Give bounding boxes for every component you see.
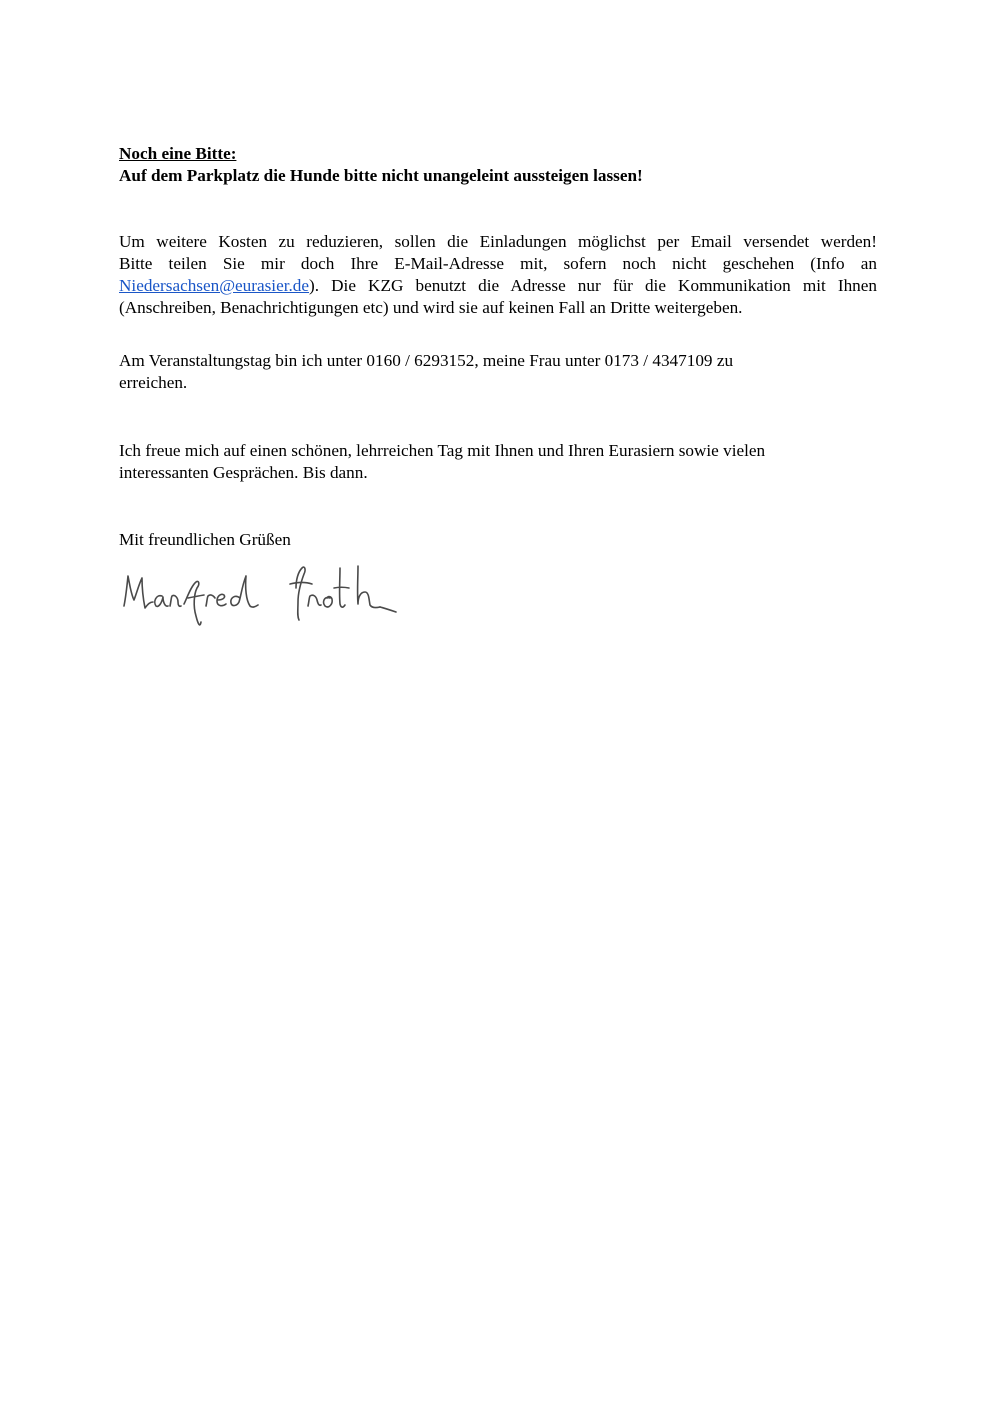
request-subtitle: Auf dem Parkplatz die Hunde bitte nicht unangeleint aussteigen lassen! xyxy=(119,166,643,185)
phone-paragraph xyxy=(119,350,877,394)
closing-paragraph-line-1: Ich freue mich auf einen schönen, lehrreichen Tag mit Ihnen und Ihren Eurasiern sowie vielen xyxy=(119,441,766,460)
request-title: Noch eine Bitte: xyxy=(119,144,237,163)
email-paragraph-line-3-text: ). Die KZG benutzt die Adresse nur für die Kommunikation mit Ihnen xyxy=(309,276,877,295)
closing-paragraph-line-2: interessanten Gesprächen. Bis dann. xyxy=(119,463,368,482)
email-link[interactable]: Niedersachsen@eurasier.de xyxy=(119,276,310,295)
greeting: Mit freundlichen Grüßen xyxy=(119,530,291,549)
handwritten-signature xyxy=(118,558,408,632)
email-paragraph-line-4: (Anschreiben, Benachrichtigungen etc) und wird sie auf keinen Fall an Dritte weitergeben. xyxy=(119,298,743,317)
request-heading xyxy=(119,143,877,187)
email-paragraph-line-2: Bitte teilen Sie mir doch Ihre E-Mail-Adresse mit, sofern noch nicht geschehen (Info an xyxy=(119,254,877,273)
email-paragraph-line-1: Um weitere Kosten zu reduzieren, sollen die Einladungen möglichst per Email versendet werden! xyxy=(119,232,877,251)
phone-paragraph-line-2: erreichen. xyxy=(119,373,188,392)
closing-paragraph xyxy=(119,440,877,484)
phone-paragraph-line-1: Am Veranstaltungstag bin ich unter 0160 / 6293152, meine Frau unter 0173 / 4347109 zu xyxy=(119,351,734,370)
email-paragraph xyxy=(119,231,877,319)
email-paragraph-line-3 xyxy=(119,275,877,297)
